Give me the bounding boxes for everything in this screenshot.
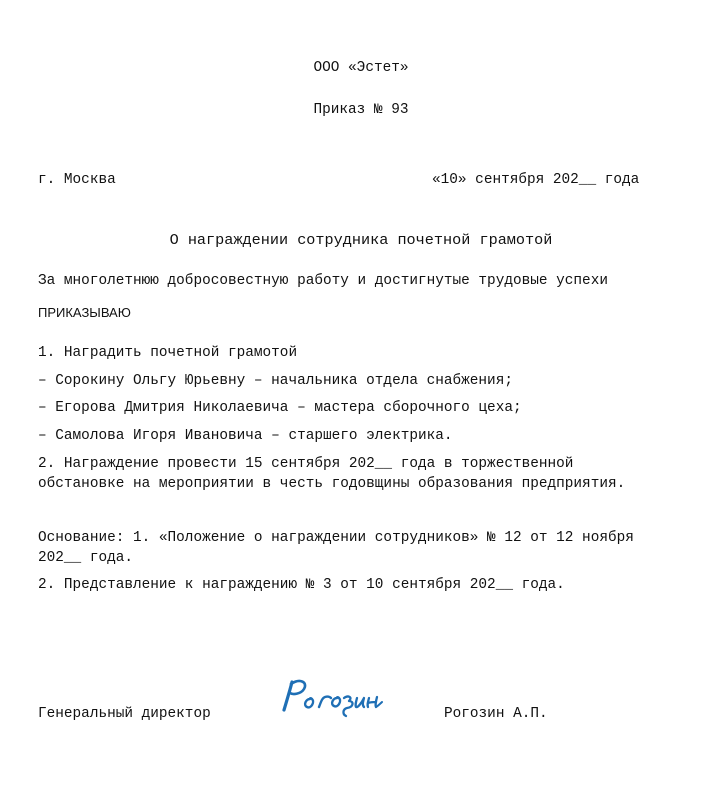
basis-line-3: 2. Представление к награждению № 3 от 10 сентября 202__ года. bbox=[38, 577, 565, 593]
recipient-2: – Егорова Дмитрия Николаевича – мастера сборочного цеха; bbox=[38, 400, 522, 416]
basis-line-1: Основание: 1. «Положение о награждении сотрудников» № 12 от 12 ноября bbox=[38, 530, 634, 546]
item-2-line-1: 2. Награждение провести 15 сентября 202__ года в торжественной bbox=[38, 456, 574, 472]
signature-block bbox=[38, 704, 698, 728]
order-title: О награждении сотрудника почетной грамотой bbox=[169, 231, 553, 249]
city: г. Москва bbox=[38, 172, 116, 188]
company-name: ООО «Эстет» bbox=[313, 60, 409, 76]
handwritten-signature bbox=[278, 676, 388, 720]
signatory-name: Рогозин А.П. bbox=[444, 706, 548, 722]
order-number: Приказ № 93 bbox=[313, 102, 409, 118]
recipient-3: – Самолова Игоря Ивановича – старшего электрика. bbox=[38, 428, 453, 444]
signatory-position: Генеральный директор bbox=[38, 706, 211, 722]
item-2-line-2: обстановке на мероприятии в честь годовщины образования предприятия. bbox=[38, 476, 626, 492]
preamble: За многолетнюю добросовестную работу и достигнутые трудовые успехи bbox=[38, 273, 608, 289]
basis-line-2: 202__ года. bbox=[38, 550, 133, 566]
order-date: «10» сентября 202__ года bbox=[432, 172, 640, 188]
item-1: 1. Наградить почетной грамотой bbox=[38, 345, 298, 361]
recipient-1: – Сорокину Ольгу Юрьевну – начальника отдела снабжения; bbox=[38, 373, 513, 389]
order-word: ПРИКАЗЫВАЮ bbox=[38, 305, 131, 320]
